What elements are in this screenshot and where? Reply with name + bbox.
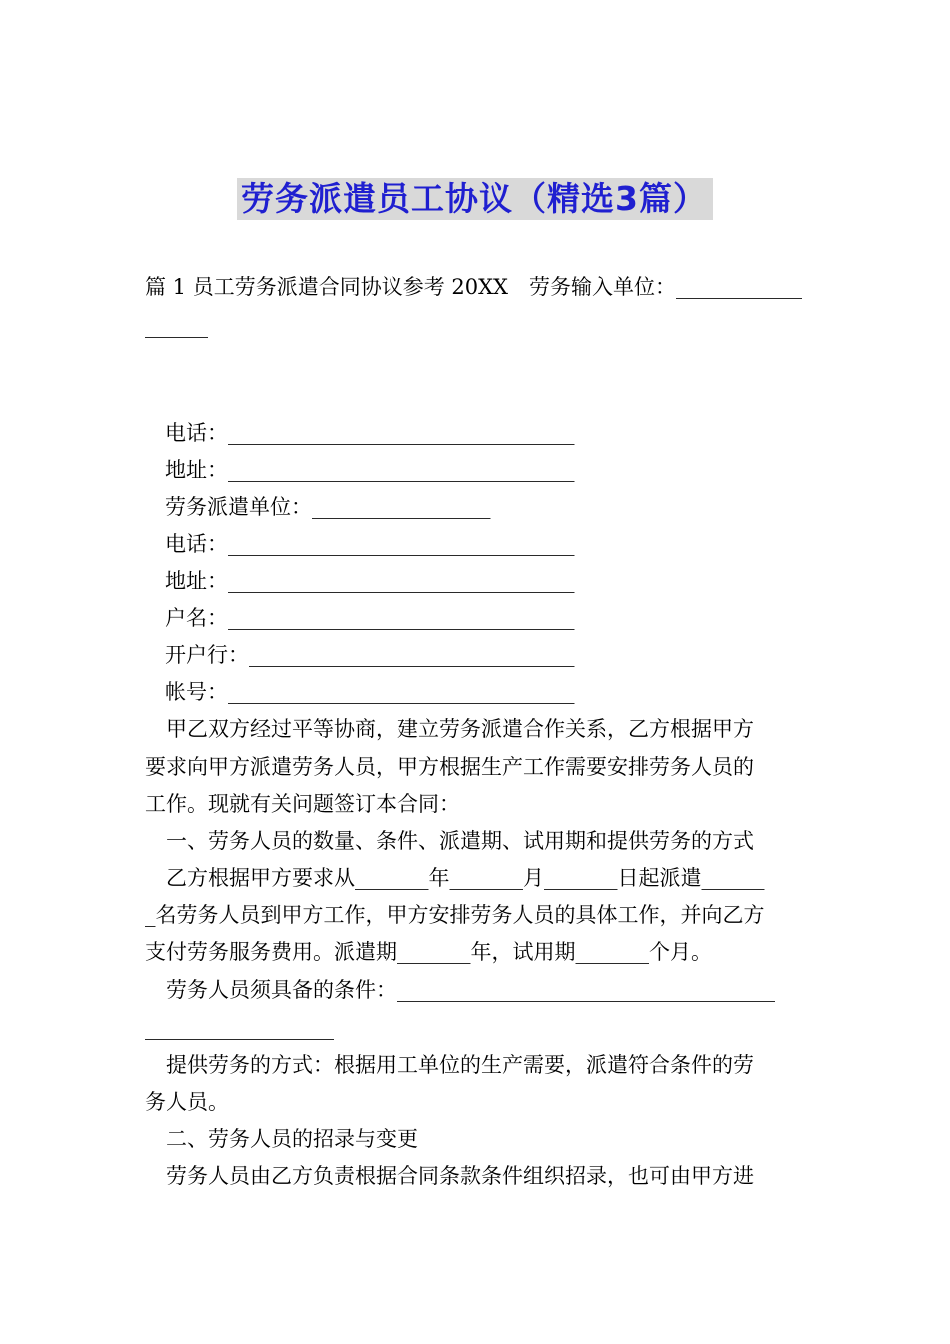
field-phone-1: 电话：_________________________________ xyxy=(165,421,575,445)
section-heading-1: 一、劳务人员的数量、条件、派遣期、试用期和提供劳务的方式 xyxy=(145,829,754,853)
field-dispatch-unit: 劳务派遣单位：_________________ xyxy=(165,495,491,519)
field-address-2: 地址：_________________________________ xyxy=(165,569,575,593)
document-title: 劳务派遣员工协议（精选3篇） xyxy=(237,178,713,220)
body-line: _名劳务人员到甲方工作，甲方安排劳务人员的具体工作，并向乙方 xyxy=(145,903,765,927)
body-line: 要求向甲方派遣劳务人员，甲方根据生产工作需要安排劳务人员的 xyxy=(145,755,754,779)
field-phone-2: 电话：_________________________________ xyxy=(165,532,575,556)
body-line: 劳务人员由乙方负责根据合同条款条件组织招录，也可由甲方进 xyxy=(145,1164,754,1188)
body-line: 乙方根据甲方要求从_______年_______月_______日起派遣______ xyxy=(145,866,765,890)
field-bank: 开户行：_______________________________ xyxy=(165,643,575,667)
intro-line-1: 篇 1 员工劳务派遣合同协议参考 20XX 劳务输入单位：____________ xyxy=(145,275,803,299)
body-line: 甲乙双方经过平等协商，建立劳务派遣合作关系，乙方根据甲方 xyxy=(145,717,754,741)
body-line: 支付劳务服务费用。派遣期_______年，试用期_______个月。 xyxy=(145,940,712,964)
field-account-name: 户名：_________________________________ xyxy=(165,606,575,630)
title-wrap xyxy=(0,178,950,220)
section-heading-2: 二、劳务人员的招录与变更 xyxy=(145,1127,418,1151)
body-line: __________________ xyxy=(145,1016,334,1040)
body-line: 务人员。 xyxy=(145,1090,229,1114)
field-address-1: 地址：_________________________________ xyxy=(165,458,575,482)
intro-line-2: ______ xyxy=(145,314,208,338)
body-line: 工作。现就有关问题签订本合同： xyxy=(145,792,460,816)
body-line: 劳务人员须具备的条件：____________________________________ xyxy=(145,978,775,1002)
field-account-number: 帐号：_________________________________ xyxy=(165,680,575,704)
body-line: 提供劳务的方式：根据用工单位的生产需要，派遣符合条件的劳 xyxy=(145,1053,754,1077)
